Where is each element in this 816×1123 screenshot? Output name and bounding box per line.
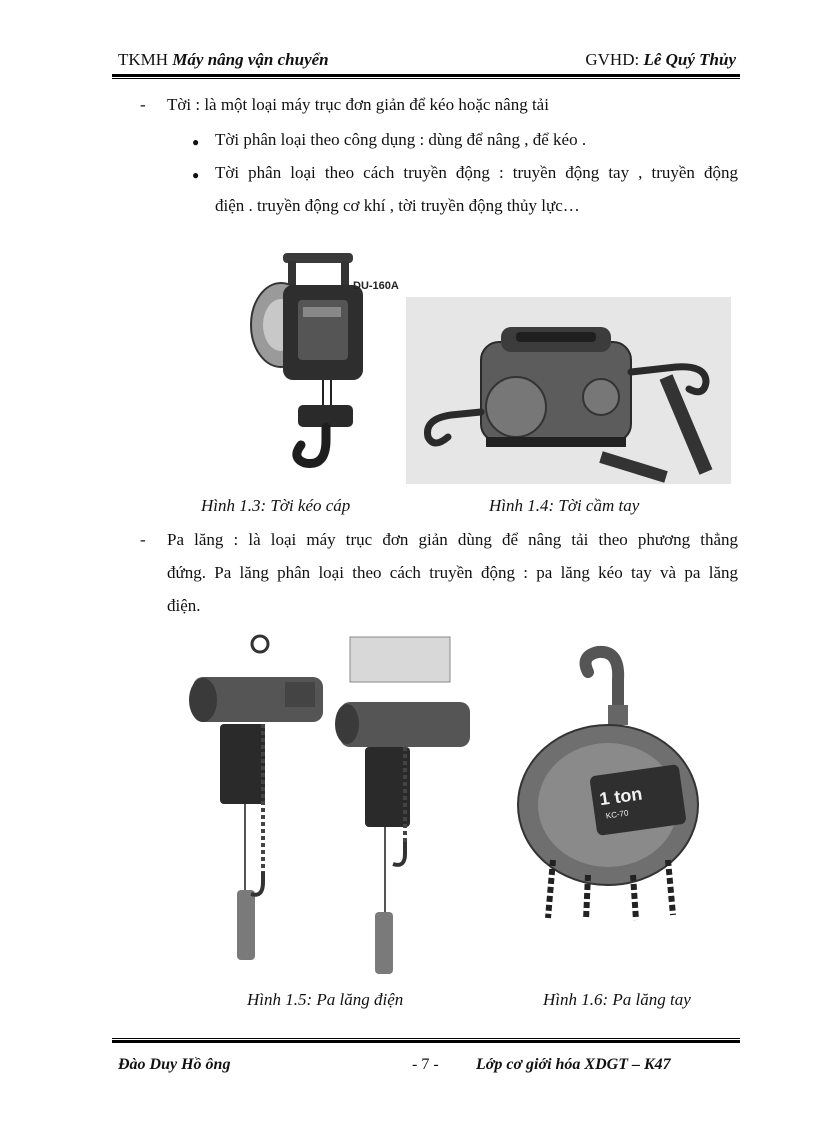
figure-1-4-caption: Hình 1.4: Tời cầm tay (489, 496, 640, 515)
header-advisor-prefix: GVHD: (585, 50, 640, 69)
figure-1-5-electric-hoist-image (175, 632, 480, 977)
hoist-dash: - (140, 530, 146, 549)
hoist-line-2: đứng. Pa lăng phân loại theo cách truyền động : pa lăng kéo tay và pa lăng (167, 563, 738, 582)
figure-1-3-model-label: DU-160A (353, 280, 399, 292)
footer-author (118, 1056, 230, 1074)
figure-1-6-manual-hoist-image (508, 640, 708, 930)
footer-page-number: - 7 - (412, 1056, 439, 1073)
figure-1-6-label-big: 1 ton (598, 783, 644, 810)
page-header (118, 48, 736, 74)
header-advisor (585, 50, 736, 70)
header-rule (112, 74, 740, 79)
figure-1-4-handheld-winch-image (406, 297, 731, 484)
footer-class (476, 1056, 671, 1074)
winch-dash: - (140, 95, 146, 114)
header-advisor-name: Lê Quý Thủy (643, 50, 736, 69)
footer-author-name: Đào Duy Hồ ông (118, 1056, 231, 1073)
winch-bullet-2-line-2: điện . truyền động cơ khí , tời truyền động thủy lực… (215, 196, 580, 215)
hoist-line-3: điện. (167, 596, 201, 615)
winch-bullet-1: Tời phân loại theo công dụng : dùng để nâng , để kéo . (215, 130, 587, 149)
figure-1-6-label-model: KC-70 (605, 808, 630, 821)
bullet-1-icon: ● (192, 135, 200, 149)
header-course-name: Máy nâng vận chuyển (172, 50, 329, 69)
figure-1-3-caption: Hình 1.3: Tời kéo cáp (201, 496, 351, 515)
footer-rule (112, 1038, 740, 1043)
winch-intro: Tời : là một loại máy trục đơn giản để kéo hoặc nâng tải (167, 95, 549, 114)
figure-1-6-caption: Hình 1.6: Pa lăng tay (543, 990, 691, 1009)
winch-bullet-2-line-1: Tời phân loại theo cách truyền động : truyền động tay , truyền động (215, 163, 738, 182)
bullet-2-icon: ● (192, 168, 200, 182)
figure-1-5-caption: Hình 1.5: Pa lăng điện (247, 990, 404, 1009)
figure-1-3-cable-winch-image (243, 245, 403, 475)
header-course-prefix: TKMH (118, 50, 169, 69)
hoist-line-1: Pa lăng : là loại máy trục đơn giản dùng để nâng tải theo phương thẳng (167, 530, 738, 549)
header-course (118, 50, 329, 70)
footer-class-name: Lớp cơ giới hóa XDGT – K47 (476, 1056, 671, 1073)
